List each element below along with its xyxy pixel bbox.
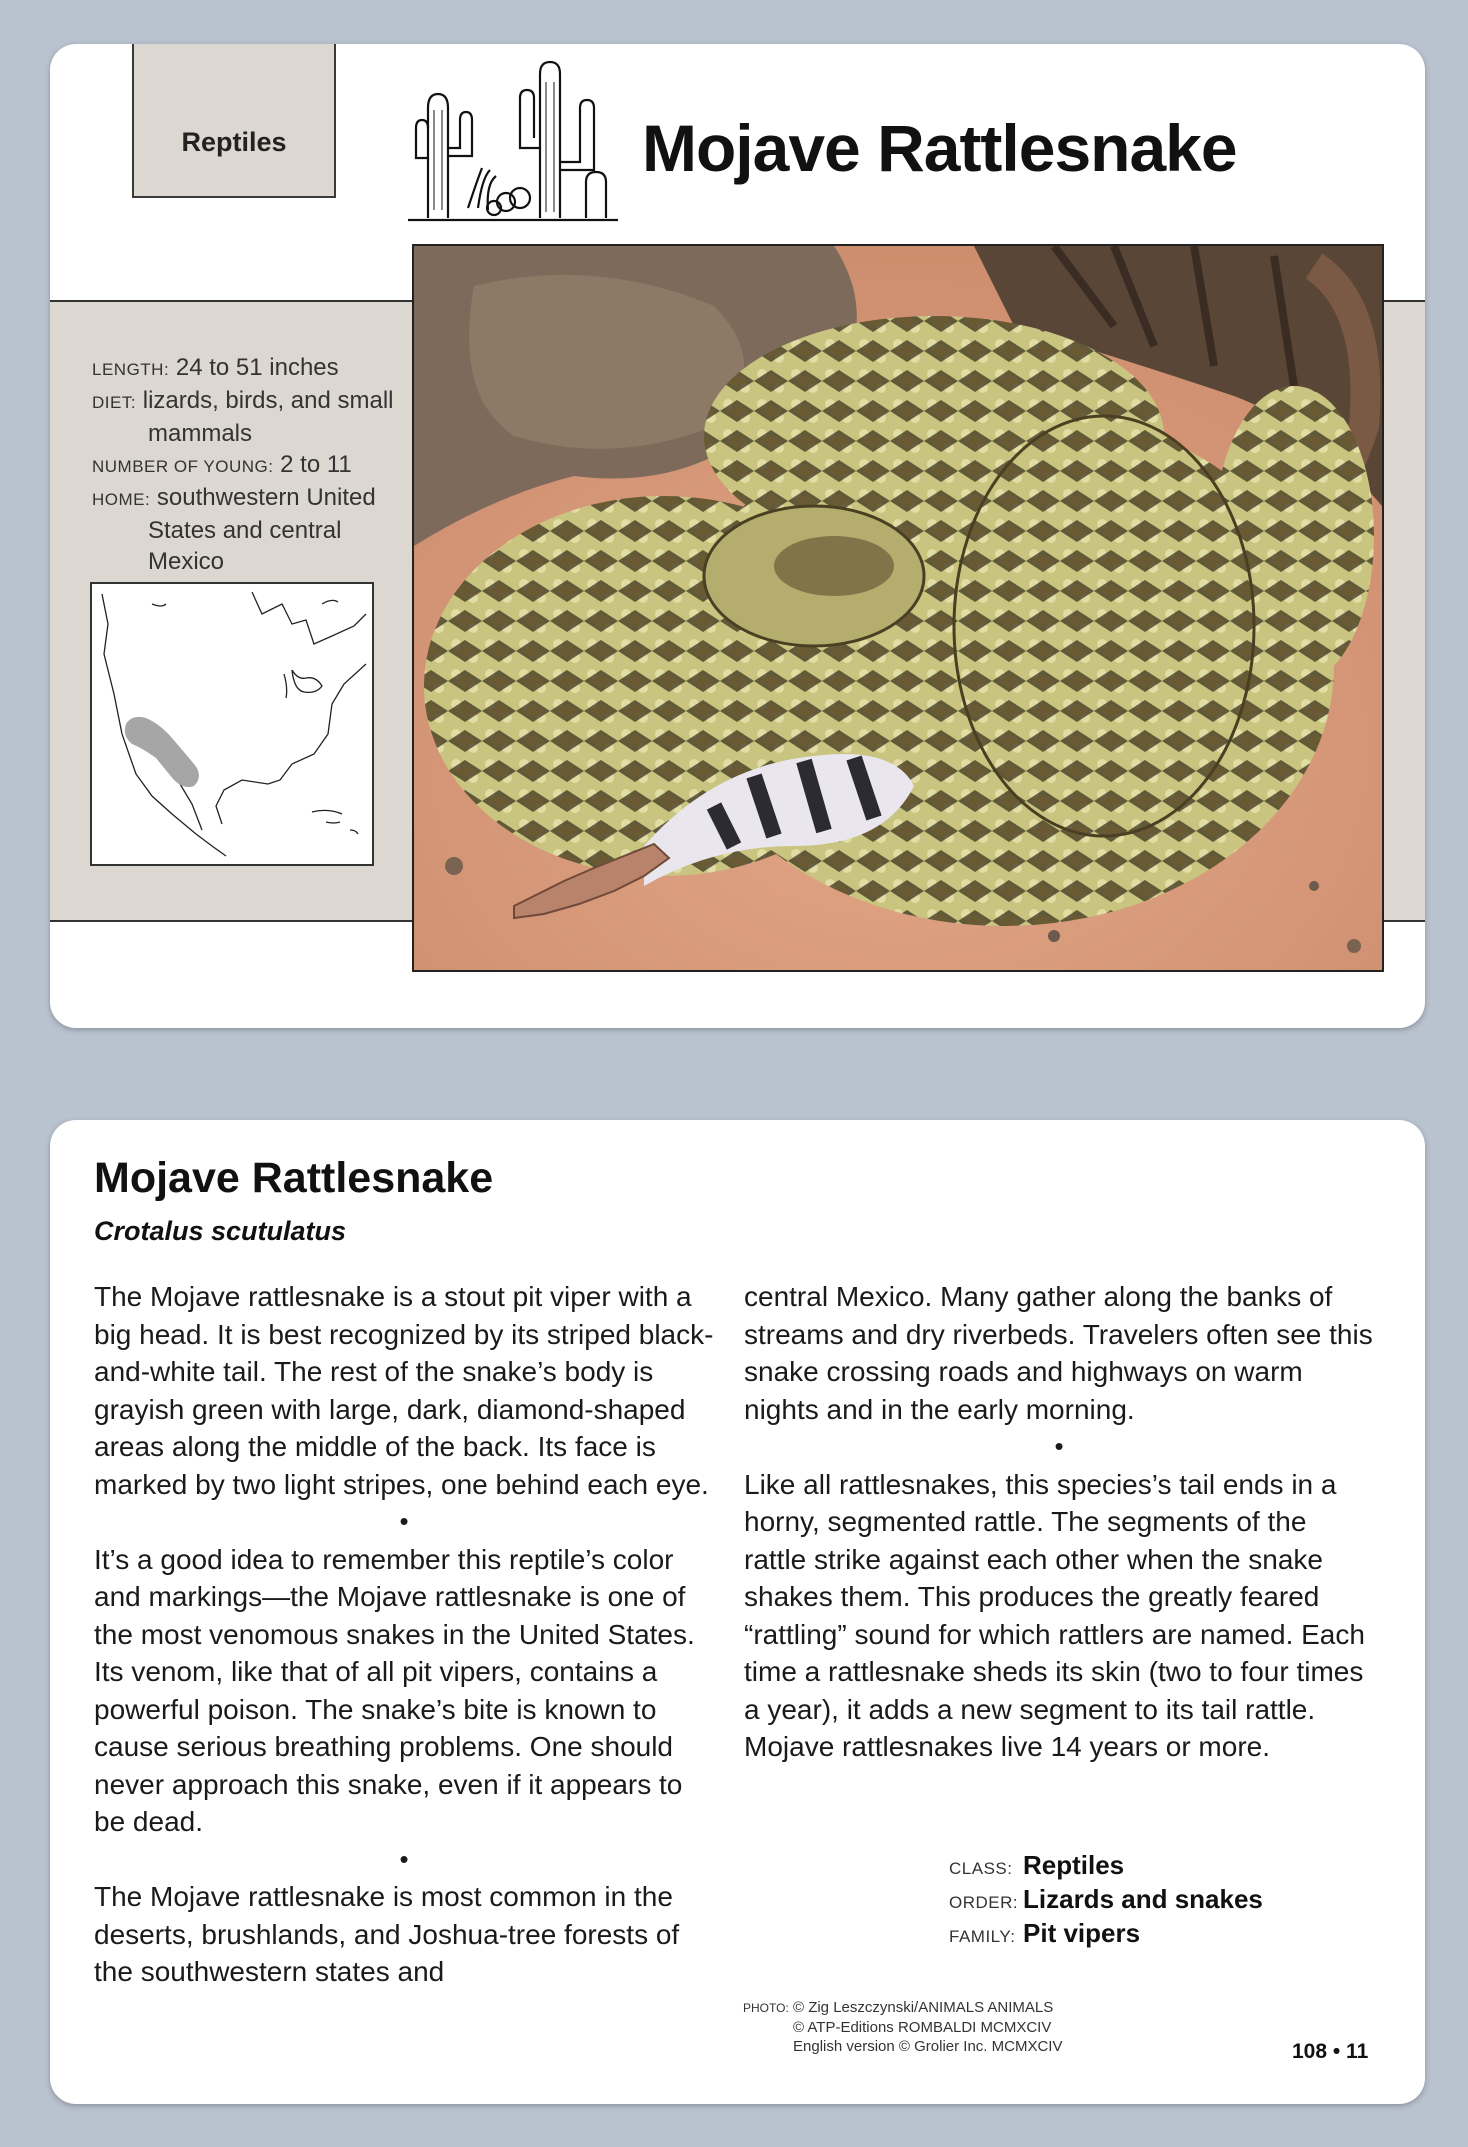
fact-young <box>92 449 422 482</box>
card-back <box>50 1120 1425 2104</box>
order-row <box>949 1884 1263 1918</box>
front-title: Mojave Rattlesnake <box>642 111 1237 185</box>
fact-label: NUMBER OF YOUNG: <box>92 457 274 476</box>
back-title: Mojave Rattlesnake <box>94 1154 494 1202</box>
class-value: Reptiles <box>1023 1850 1125 1880</box>
paragraph: It’s a good idea to remember this reptile’s color and markings—the Mojave rattlesnake is one of the most venomous snakes in the United States. Its venom, like that of all pit vipers, contains a powerful poison. The snake’s bite is known to cause serious breathing problems. One should never approach this snake, even if it appears to be dead. <box>94 1543 695 1837</box>
fact-diet <box>92 385 422 449</box>
photo-credits <box>743 1998 1062 2056</box>
separator-dot: • <box>1054 1431 1064 1461</box>
separator-dot: • <box>399 1506 409 1536</box>
family-value: Pit vipers <box>1023 1918 1141 1948</box>
fact-length <box>92 352 422 385</box>
card-front <box>50 44 1425 1028</box>
paragraph: central Mexico. Many gather along the banks of streams and dry riverbeds. Travelers often see this snake crossing roads and highways on warm nights and in the early morning. <box>744 1281 1373 1425</box>
snake-photo <box>412 244 1384 972</box>
classification-block <box>949 1850 1263 1952</box>
family-row <box>949 1918 1263 1952</box>
category-label: Reptiles <box>181 126 287 157</box>
fact-value: southwestern United States and central Mexico <box>148 484 376 575</box>
fact-value: 2 to 11 <box>280 451 352 478</box>
paragraph: Like all rattlesnakes, this species’s tail ends in a horny, segmented rattle. The segments of the rattle strike against each other when the snake shakes them. This produces the greatly feared “rattling” sound for which rattlers are named. Each time a rattlesnake sheds its skin (two to four times a year), it adds a new segment to its tail rattle. Mojave rattlesnakes live 14 years or more. <box>744 1468 1365 1762</box>
fact-label: DIET: <box>92 393 137 412</box>
order-value: Lizards and snakes <box>1023 1884 1263 1914</box>
credit-line: © ATP-Editions ROMBALDI MCMXCIV <box>793 2019 1052 2036</box>
fact-home <box>92 482 422 577</box>
scientific-name: Crotalus scutulatus <box>94 1216 347 1246</box>
credit-line: English version © Grolier Inc. MCMXCIV <box>793 2038 1063 2055</box>
rattlesnake-photo-icon <box>414 246 1382 970</box>
order-label: ORDER: <box>949 1893 1019 1912</box>
family-label: FAMILY: <box>949 1927 1016 1946</box>
card-code: 108 • 11 <box>1292 2040 1369 2063</box>
paragraph: The Mojave rattlesnake is a stout pit viper with a big head. It is best recognized by its striped black-and-white tail. The rest of the snake’s body is grayish green with large, dark, diamond-shaped areas along the middle of the back. Its face is marked by two light stripes, one behind each eye. <box>94 1281 714 1500</box>
text-column-right <box>744 1278 1374 1766</box>
credits-label: PHOTO: <box>743 2001 789 2015</box>
paragraph: The Mojave rattlesnake is most common in the deserts, brushlands, and Joshua-tree forests of the southwestern states and <box>94 1881 680 1987</box>
fact-label: HOME: <box>92 490 151 509</box>
class-label: CLASS: <box>949 1859 1013 1878</box>
text-column-left <box>94 1278 714 1991</box>
fact-value: lizards, birds, and small mammals <box>142 387 394 447</box>
fact-label: LENGTH: <box>92 360 170 379</box>
range-map-icon <box>90 582 374 866</box>
class-row <box>949 1850 1263 1884</box>
fact-list <box>92 352 422 577</box>
credit-line: © Zig Leszczynski/ANIMALS ANIMALS <box>792 1999 1054 2016</box>
category-box <box>132 44 336 198</box>
separator-dot: • <box>399 1843 409 1874</box>
cactus-icon <box>408 58 618 226</box>
fact-value: 24 to 51 inches <box>175 354 339 381</box>
